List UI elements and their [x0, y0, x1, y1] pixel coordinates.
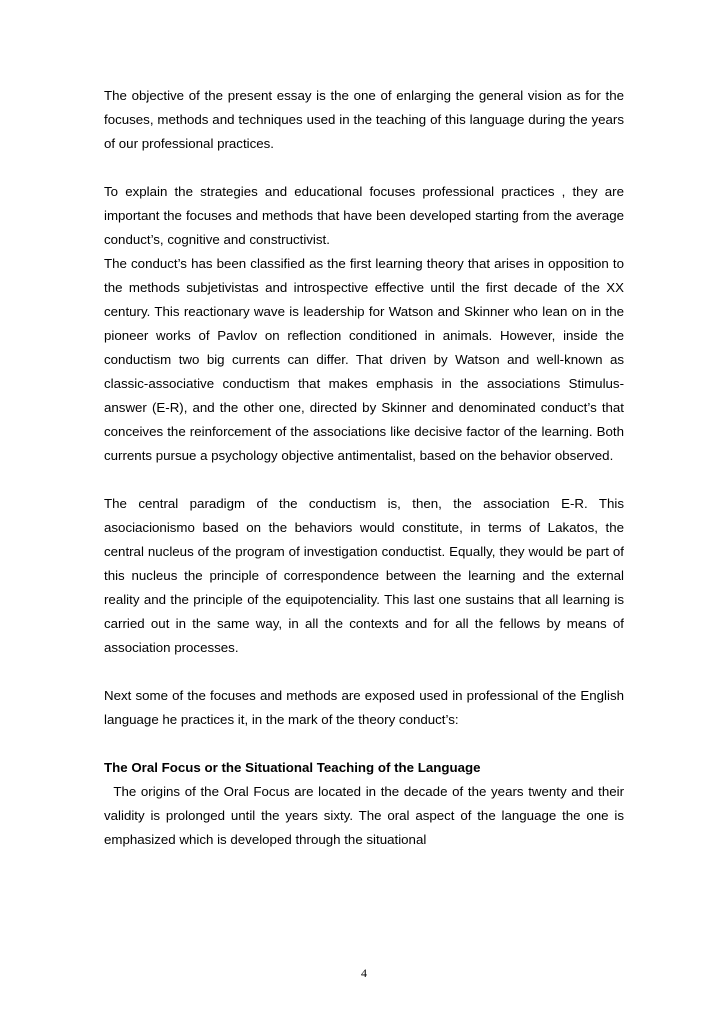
body-text [104, 84, 628, 852]
paragraph-objective: The objective of the present essay is the one of enlarging the general vision as for the focuses, methods and techniques used in the teaching of this language during the years of our professional practices. [104, 88, 624, 151]
paragraph-strategies: To explain the strategies and educational focuses professional practices , they are important the focuses and methods that have been developed starting from the average conduct’s, cognitive and constructivist. [104, 184, 624, 247]
section-heading: The Oral Focus or the Situational Teaching of the Language [104, 760, 481, 775]
paragraph-oral-focus: The origins of the Oral Focus are located in the decade of the years twenty and their validity is prolonged until the years sixty. The oral aspect of the language the one is emphasized which is developed through the situational [104, 784, 628, 847]
paragraph-central-paradigm: The central paradigm of the conductism is, then, the association E-R. This asociacionismo based on the behaviors would constitute, in terms of Lakatos, the central nucleus of the program of investigation conductist. Equally, they would be part of this nucleus the principle of correspondence between the learning and the external reality and the principle of the equipotenciality. This last one sustains that all learning is carried out in the same way, in all the contexts and for all the fellows by means of association processes. [104, 496, 624, 655]
page-number: 4 [361, 966, 367, 980]
paragraph-conduct-theory: The conduct’s has been classified as the first learning theory that arises in opposition to the methods subjetivistas and introspective effective until the first decade of the XX century. This reactionary wave is leadership for Watson and Skinner who lean on in the pioneer works of Pavlov on reflection conditioned in animals. However, inside the conductism two big currents can differ. That driven by Watson and well-known as classic-associative conductism that makes emphasis in the associations Stimulus-answer (E-R), and the other one, directed by Skinner and denominated conduct’s that conceives the reinforcement of the associations like decisive factor of the learning. Both currents pursue a psychology objective antimentalist, based on the behavior observed. [104, 256, 624, 463]
paragraph-methods-intro: Next some of the focuses and methods are exposed used in professional of the English language he practices it, in the mark of the theory conduct’s: [104, 688, 624, 727]
